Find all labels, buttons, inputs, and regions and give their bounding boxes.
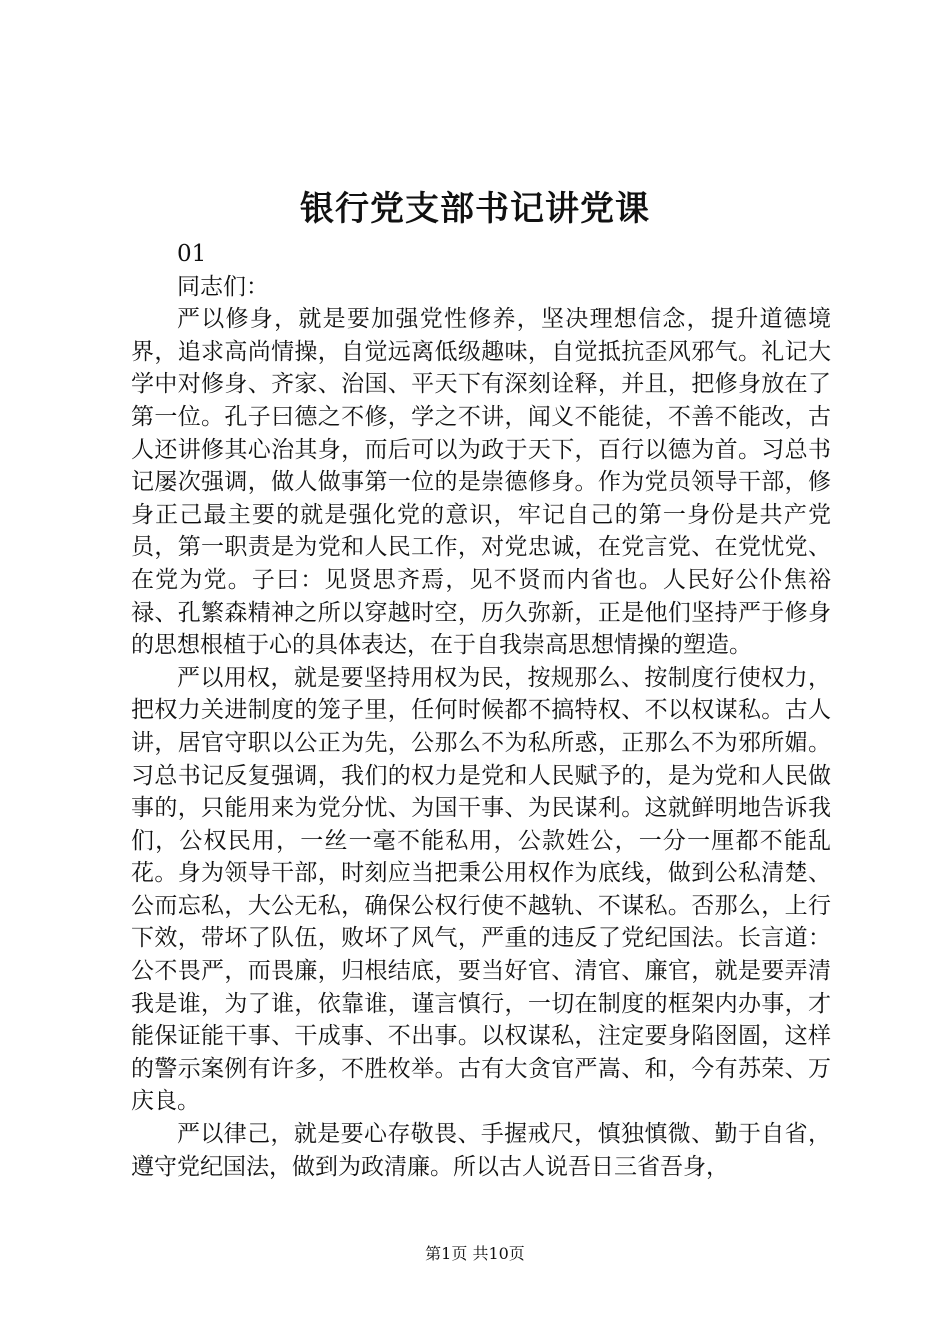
section-number: 01 (177, 241, 207, 267)
paragraph-self-discipline: 严以律己，就是要心存敬畏、手握戒尺，慎独慎微、勤于自省，遵守党纪国法，做到为政清廉。所以古人说吾日三省吾身， (131, 1121, 831, 1180)
paragraph-self-cultivation: 严以修身，就是要加强党性修养，坚决理想信念，提升道德境界，追求高尚情操，自觉远离低级趣味，自觉抵抗歪风邪气。礼记大学中对修身、齐家、治国、平天下有深刻诠释，并且，把修身放在了第一位。孔子曰德之不修，学之不讲，闻义不能徒，不善不能改，古人还讲修其心治其身，而后可以为政于天下，百行以德为首。习总书记屡次强调，做人做事第一位的是崇德修身。作为党员领导干部，修身正己最主要的就是强化党的意识，牢记自己的第一身份是共产党员，第一职责是为党和人民工作，对党忠诚，在党言党、在党忧党、在党为党。子曰：见贤思齐焉，见不贤而内省也。人民好公仆焦裕禄、孔繁森精神之所以穿越时空，历久弥新，正是他们坚持严于修身的思想根植于心的具体表达，在于自我崇高思想情操的塑造。 (131, 306, 831, 659)
greeting: 同志们： (177, 273, 269, 300)
document-title: 银行党支部书记讲党课 (300, 189, 650, 229)
paragraph-use-of-power: 严以用权，就是要坚持用权为民，按规那么、按制度行使权力，把权力关进制度的笼子里，任何时候都不搞特权、不以权谋私。古人讲，居官守职以公正为先，公那么不为私所惑，正那么不为邪所媚。习总书记反复强调，我们的权力是党和人民赋予的，是为党和人民做事的，只能用来为党分忧、为国干事、为民谋利。这就鲜明地告诉我们，公权民用，一丝一毫不能私用，公款姓公，一分一厘都不能乱花。身为领导干部，时刻应当把秉公用权作为底线，做到公私清楚、公而忘私，大公无私，确保公权行使不越轨、不谋私。否那么，上行下效，带坏了队伍，败坏了风气，严重的违反了党纪国法。长言道：公不畏严，而畏廉，归根结底，要当好官、清官、廉官，就是要弄清我是谁，为了谁，依靠谁，谨言慎行，一切在制度的框架内办事，才能保证能干事、干成事、不出事。以权谋私，注定要身陷囹圄，这样的警示案例有许多，不胜枚举。古有大贪官严嵩、和，今有苏荣、万庆良。 (131, 664, 831, 1115)
document-body (131, 238, 831, 1183)
page-footer: 第1页 共10页 (425, 1244, 525, 1263)
